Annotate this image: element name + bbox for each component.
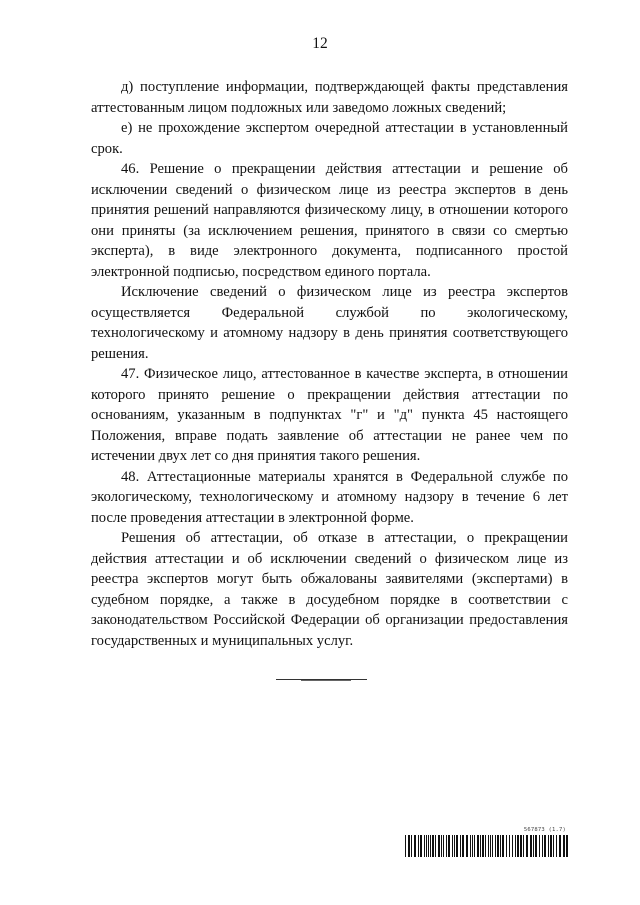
paragraph-appeal: Решения об аттестации, об отказе в аттестации, о прекращении действия аттестации и об исключении сведений о физическом лице из реестра экспертов могут быть обжалованы заявителями (экспертами) в судебном порядке, а также в досудебном порядке в соответствии с законодательством Российской Федерации об организации предоставления государственных и муниципальных услуг.	[91, 530, 568, 649]
end-of-document-rule	[276, 679, 367, 680]
page-number: 12	[312, 35, 328, 52]
paragraph-48: 48. Аттестационные материалы хранятся в Федеральной службе по экологическому, технологическому и атомному надзору в течение 6 лет после проведения аттестации в электронной форме.	[91, 468, 568, 526]
paragraph-exclusion: Исключение сведений о физическом лице из реестра экспертов осуществляется Федеральной службой по экологическому, технологическому и атомному надзору в день принятия соответствующего решения.	[91, 284, 568, 362]
barcode	[405, 835, 570, 857]
paragraph-46: 46. Решение о прекращении действия аттестации и решение об исключении сведений о физическом лице из реестра экспертов в день принятия решений направляются физическому лицу, в отношении которого они приняты (за исключением решения, принятого в связи со смертью эксперта), в виде электронного документа, подписанного простой электронной подписью, посредством единого портала.	[91, 161, 568, 280]
paragraph-47: 47. Физическое лицо, аттестованное в качестве эксперта, в отношении которого принято решение о прекращении действия аттестации по основаниям, указанным в подпунктах "г" и "д" пункта 45 настоящего Положения, вправе подать заявление об аттестации не ранее чем по истечении двух лет со дня принятия такого решения.	[91, 366, 568, 464]
paragraph-clause-d: д) поступление информации, подтверждающей факты представления аттестованным лицом подложных или заведомо ложных сведений;	[91, 79, 568, 116]
document-body	[91, 77, 568, 651]
document-code: 567873 (1.7)	[523, 827, 566, 833]
paragraph-clause-e: е) не прохождение экспертом очередной аттестации в установленный срок.	[91, 120, 568, 157]
